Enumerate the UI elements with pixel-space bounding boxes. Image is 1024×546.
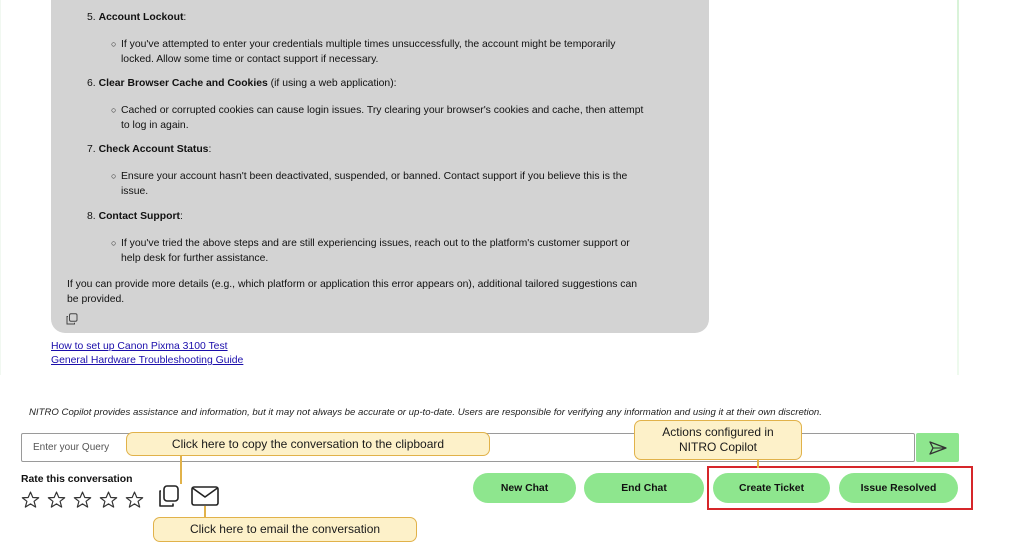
copy-message-icon[interactable] [66, 313, 78, 325]
detail-line: help desk for further assistance. [121, 253, 269, 264]
step-number: 7. [87, 144, 96, 155]
link-hardware-troubleshooting[interactable]: General Hardware Troubleshooting Guide [51, 355, 244, 366]
star-icon-2[interactable] [46, 490, 67, 510]
detail-line: Cached or corrupted cookies can cause login issues. Try clearing your browser's cookies and cache, then attempt [121, 105, 644, 116]
issue-resolved-button[interactable]: Issue Resolved [839, 473, 958, 503]
callout-actions-configured [634, 420, 802, 460]
detail-line: locked. Allow some time or contact support if necessary. [121, 54, 379, 65]
step-number: 5. [87, 12, 96, 23]
step-suffix: : [208, 144, 212, 155]
detail-line: Ensure your account hasn't been deactivated, suspended, or banned. Contact support if you believe this is the [121, 171, 628, 182]
star-icon-5[interactable] [124, 490, 145, 510]
create-ticket-button[interactable]: Create Ticket [713, 473, 830, 503]
end-chat-button[interactable]: End Chat [584, 473, 704, 503]
step-title: Check Account Status [98, 144, 209, 155]
bullet-icon: ○ [111, 39, 117, 49]
assistant-message-bubble [51, 0, 709, 333]
step-title: Contact Support [98, 211, 180, 222]
callout-connector-copy [180, 455, 182, 484]
link-canon-pixma-setup[interactable]: How to set up Canon Pixma 3100 Test [51, 341, 228, 352]
star-icon-1[interactable] [20, 490, 41, 510]
step-suffix: (if using a web application): [267, 78, 397, 89]
bullet-icon: ○ [111, 171, 117, 181]
step-check-account-status [87, 143, 211, 158]
rate-conversation-label: Rate this conversation [21, 474, 133, 485]
step-number: 6. [87, 78, 96, 89]
email-conversation-icon[interactable] [191, 486, 219, 506]
disclaimer-text: NITRO Copilot provides assistance and information, but it may not always be accurate or up-to-date. Users are responsible for verifying any information and using it at their own discretion. [29, 407, 822, 418]
callout-line: Actions configured in [662, 425, 774, 439]
callout-email-conversation: Click here to email the conversation [153, 517, 417, 542]
detail-line: If you've tried the above steps and are still experiencing issues, reach out to the platform's customer support or [121, 238, 630, 249]
step-contact-support [87, 210, 183, 225]
rating-stars [20, 490, 145, 510]
chat-panel-right-border [957, 0, 959, 375]
star-icon-3[interactable] [72, 490, 93, 510]
detail-line: issue. [121, 186, 149, 197]
step-detail [111, 103, 681, 133]
callout-line: NITRO Copilot [678, 440, 758, 454]
closing-text [67, 277, 687, 307]
detail-line: to log in again. [121, 120, 189, 131]
copy-conversation-icon[interactable] [157, 484, 181, 508]
step-suffix: : [183, 12, 187, 23]
send-icon [929, 441, 947, 455]
detail-line: If you've attempted to enter your credentials multiple times unsuccessfully, the account might be temporarily [121, 39, 616, 50]
step-detail [111, 37, 681, 67]
step-number: 8. [87, 211, 96, 222]
bullet-icon: ○ [111, 105, 117, 115]
step-suffix: : [179, 211, 183, 222]
chat-panel-left-border [0, 0, 1, 375]
step-title: Account Lockout [98, 12, 184, 23]
closing-line: be provided. [67, 294, 125, 305]
new-chat-button[interactable]: New Chat [473, 473, 576, 503]
actions-highlight-box [707, 466, 973, 510]
step-clear-cache [87, 77, 397, 92]
star-icon-4[interactable] [98, 490, 119, 510]
callout-copy-conversation: Click here to copy the conversation to the clipboard [126, 432, 490, 456]
callout-connector-actions [757, 459, 759, 468]
send-button[interactable] [916, 433, 959, 462]
closing-line: If you can provide more details (e.g., which platform or application this error appears on), additional tailored suggestions can [67, 279, 638, 290]
step-detail [111, 169, 681, 199]
step-title: Clear Browser Cache and Cookies [98, 78, 268, 89]
step-detail [111, 236, 681, 266]
step-account-lockout [87, 11, 186, 26]
bullet-icon: ○ [111, 238, 117, 248]
